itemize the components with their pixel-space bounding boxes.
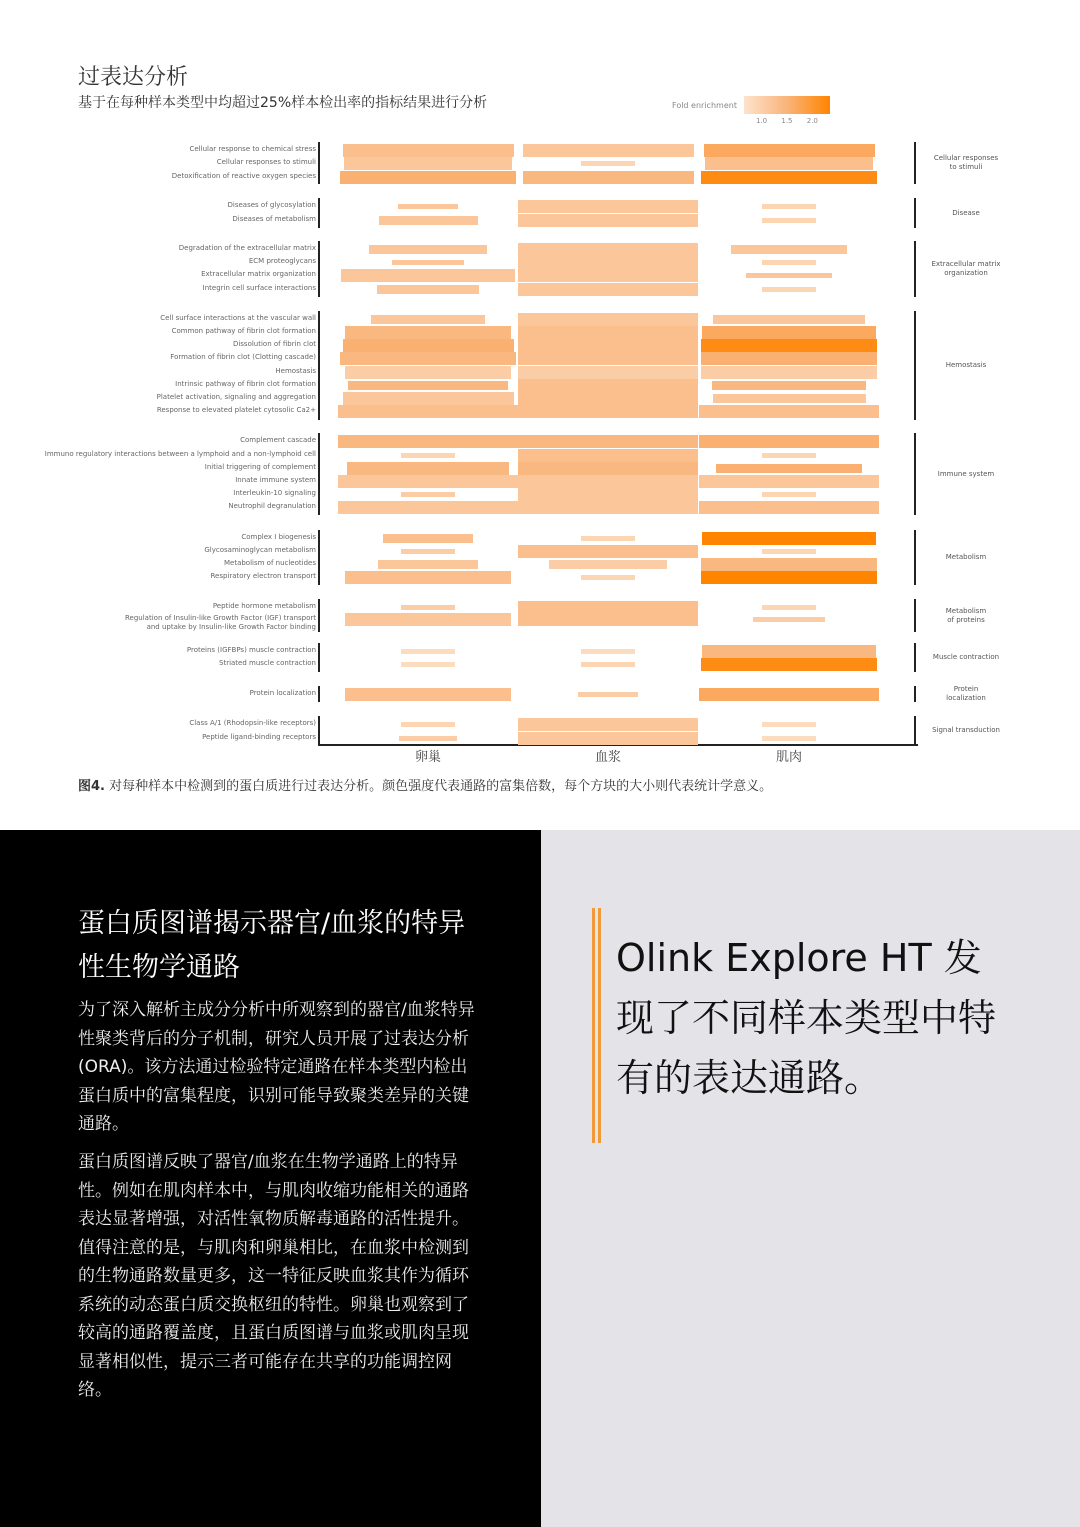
group-bracket-right — [914, 142, 916, 184]
pathway-group-label: Protein localization — [946, 685, 986, 702]
group-bracket-left — [318, 311, 320, 420]
pathway-label: Cell surface interactions at the vascular wall — [160, 314, 316, 322]
heatmap-cell — [343, 392, 514, 405]
heatmap-cell — [345, 366, 511, 379]
pathway-label: Respiratory electron transport — [210, 572, 316, 580]
quote-accent-line — [592, 908, 595, 1143]
heatmap-cell — [518, 449, 698, 462]
heatmap-cell — [713, 315, 864, 324]
group-bracket-left — [318, 686, 320, 702]
heatmap-cell — [712, 381, 867, 390]
group-bracket-left — [318, 142, 320, 184]
heatmap-cell — [518, 256, 698, 269]
article-paragraph-2: 蛋白质图谱反映了器官/血浆在生物学通路上的特异性。例如在肌肉样本中，与肌肉收缩功能相关的通路表达显著增强，对活性氧物质解毒通路的活性提升。值得注意的是，与肌肉和卵巢相比，在血浆中检测到的生物通路数量更多，这一特征反映血浆其作为循环系统的动态蛋白质交换枢纽的特性。卵巢也观察到了较高的通路覆盖度，且蛋白质图谱与血浆或肌肉呈现显著相似性，提示三者可能存在共享的功能调控网络。 — [78, 1152, 469, 1400]
heatmap-cell — [392, 260, 464, 265]
pathway-label: Platelet activation, signaling and aggregation — [156, 393, 316, 401]
pathway-label: Metabolism of nucleotides — [223, 559, 316, 567]
heatmap-cell — [369, 245, 488, 254]
pathway-group-label: Immune system — [937, 469, 995, 478]
group-bracket-left — [318, 716, 320, 745]
heatmap-cell — [518, 379, 698, 392]
pullquote-text: Olink Explore HT 发现了不同样本类型中特有的表达通路。 — [616, 936, 997, 1100]
heatmap-cell — [377, 285, 480, 294]
heatmap-cell — [705, 157, 872, 170]
pathway-label: Dissolution of fibrin clot — [232, 340, 316, 348]
heatmap-cell — [762, 204, 816, 209]
heatmap-cell — [338, 475, 518, 488]
heatmap-cell — [343, 144, 514, 157]
heatmap-cell — [344, 157, 511, 170]
heatmap-cell — [401, 649, 455, 654]
figure-title: 过表达分析 — [78, 65, 189, 90]
pathway-label: Complex I biogenesis — [241, 533, 316, 541]
heatmap-cell — [518, 392, 698, 405]
heatmap-cell — [762, 260, 816, 265]
pathway-label: Hemostasis — [275, 367, 316, 375]
heatmap-cell — [401, 662, 455, 667]
heatmap-cell — [518, 200, 698, 213]
pullquote-panel — [541, 830, 1080, 1527]
group-bracket-right — [914, 643, 916, 672]
heatmap-cell — [702, 645, 877, 658]
heatmap-cell — [371, 315, 484, 324]
heatmap-cell — [518, 718, 698, 731]
heatmap-cell — [345, 613, 511, 626]
heatmap-cell — [762, 736, 816, 741]
pathway-label: Diseases of metabolism — [232, 215, 316, 223]
heatmap-cell — [379, 216, 478, 225]
heatmap-cell — [401, 453, 455, 458]
pathway-group-label: Signal transduction — [932, 726, 1000, 734]
heatmap-cell — [518, 339, 698, 352]
group-bracket-right — [914, 599, 916, 632]
heatmap-cell — [401, 549, 455, 554]
heatmap-cell — [378, 560, 479, 569]
heatmap-cell — [578, 692, 637, 697]
pathway-label: Peptide ligand-binding receptors — [202, 733, 316, 741]
pathway-label: Intrinsic pathway of fibrin clot formation — [175, 380, 316, 388]
pathway-label: Detoxification of reactive oxygen species — [171, 172, 316, 180]
pathway-group-label: Metabolism of proteins — [945, 606, 987, 624]
heatmap-cell — [518, 313, 698, 326]
pathway-label: Peptide hormone metabolism — [212, 602, 316, 610]
heatmap-cell — [340, 352, 516, 365]
heatmap-cell — [347, 462, 509, 475]
group-bracket-right — [914, 241, 916, 297]
heatmap-cell — [518, 326, 698, 339]
heatmap-cell — [518, 366, 698, 379]
figure-caption — [78, 775, 772, 794]
heatmap-cell — [713, 394, 866, 403]
heatmap-cell — [699, 405, 879, 418]
pathway-group-label: Extracellular matrix organization — [931, 260, 1001, 277]
pathway-group-label: Cellular responses to stimuli — [933, 154, 999, 171]
group-bracket-left — [318, 198, 320, 228]
group-bracket-right — [914, 530, 916, 585]
heatmap-cell — [401, 605, 455, 610]
group-bracket-left — [318, 433, 320, 515]
pathway-label: Protein localization — [249, 689, 316, 697]
pathway-label: Proteins (IGFBPs) muscle contraction — [186, 646, 316, 654]
heatmap-cell — [518, 501, 698, 514]
heatmap-cell — [704, 144, 875, 157]
pathway-label: Diseases of glycosylation — [227, 201, 316, 209]
x-axis-category-label: 血浆 — [594, 750, 621, 765]
legend-tick: 1.5 — [781, 117, 793, 125]
pathway-label: Regulation of Insulin-like Growth Factor (IGF) transport — [125, 614, 316, 622]
pathway-label: Innate immune system — [235, 476, 316, 484]
heatmap-cell — [581, 649, 635, 654]
pathway-label: Common pathway of fibrin clot formation — [171, 327, 316, 335]
heatmap-cell — [701, 658, 877, 671]
heatmap-cell — [753, 617, 825, 622]
heatmap-cell — [518, 283, 698, 296]
pathway-label: Extracellular matrix organization — [201, 270, 316, 278]
pathway-label: Initial triggering of complement — [204, 463, 316, 471]
heatmap-cell — [762, 549, 816, 554]
heatmap-cell — [348, 381, 508, 390]
caption-prefix: 图4. — [78, 779, 105, 794]
heatmap-cell — [518, 214, 698, 227]
heatmap-cell — [701, 339, 877, 352]
heatmap-cell — [345, 326, 511, 339]
heatmap-cell — [518, 545, 698, 558]
x-axis-category-label: 肌肉 — [775, 750, 802, 765]
pathway-label: Glycosaminoglycan metabolism — [204, 546, 316, 554]
heatmap-cell — [581, 536, 635, 541]
heatmap-cell — [581, 575, 635, 580]
pathway-label: Cellular response to chemical stress — [189, 145, 316, 153]
heatmap-cell — [701, 571, 877, 584]
heatmap-cell — [699, 435, 879, 448]
heatmap-cell — [343, 339, 514, 352]
heatmap-cell — [701, 352, 877, 365]
pathway-label: Integrin cell surface interactions — [202, 284, 316, 292]
pathway-group-label: Muscle contraction — [932, 653, 1000, 661]
heatmap-cell — [581, 662, 635, 667]
article-panel — [0, 830, 541, 1527]
group-bracket-right — [914, 198, 916, 228]
group-bracket-left — [318, 599, 320, 632]
pathway-label: Formation of fibrin clot (Clotting cascade) — [170, 353, 316, 361]
heatmap-cell — [518, 613, 698, 626]
heatmap-cell — [345, 571, 511, 584]
pathway-label: Interleukin-10 signaling — [233, 489, 316, 497]
pathway-label: and uptake by Insulin-like Growth Factor binding — [146, 623, 316, 631]
heatmap-cell — [762, 453, 816, 458]
article-heading: 蛋白质图谱揭示器官/血浆的特异性生物学通路 — [78, 908, 466, 983]
heatmap-cell — [338, 435, 518, 448]
pathway-label: Cellular responses to stimuli — [216, 158, 316, 166]
heatmap-cell — [746, 273, 832, 278]
group-bracket-right — [914, 311, 916, 420]
pathway-label: Complement cascade — [240, 436, 316, 444]
group-bracket-left — [318, 241, 320, 297]
heatmap-cell — [762, 722, 816, 727]
heatmap-cell — [581, 161, 635, 166]
heatmap-cell — [338, 501, 518, 514]
heatmap-cell — [399, 736, 457, 741]
heatmap-cell — [518, 435, 698, 448]
pathway-group-label: Hemostasis — [945, 361, 987, 369]
heatmap-cell — [549, 560, 668, 569]
pathway-label: Class A/1 (Rhodopsin-like receptors) — [189, 719, 316, 727]
heatmap-cell — [701, 366, 877, 379]
heatmap-cell — [762, 492, 816, 497]
heatmap-cell — [341, 269, 516, 282]
heatmap-cell — [701, 558, 877, 571]
pathway-label: Immuno regulatory interactions between a lymphoid and a non-lymphoid cell — [44, 450, 316, 458]
group-bracket-left — [318, 530, 320, 585]
legend-tick: 2.0 — [806, 117, 818, 125]
heatmap-cell — [523, 171, 694, 184]
heatmap-cell — [701, 171, 877, 184]
group-bracket-left — [318, 643, 320, 672]
heatmap-cell — [702, 532, 877, 545]
pathway-label: ECM proteoglycans — [248, 257, 316, 265]
pathway-label: Neutrophil degranulation — [228, 502, 316, 510]
heatmap-cell — [518, 405, 698, 418]
pathway-label: Striated muscle contraction — [219, 659, 316, 667]
legend-tick: 1.0 — [756, 117, 768, 125]
heatmap-cell — [518, 243, 698, 256]
heatmap-cell — [518, 352, 698, 365]
legend-label: Fold enrichment — [672, 101, 737, 110]
heatmap-cell — [383, 534, 473, 543]
heatmap-cell — [518, 269, 698, 282]
heatmap-cell — [398, 204, 457, 209]
heatmap-cell — [518, 732, 698, 745]
heatmap-cell — [401, 722, 455, 727]
heatmap-cell — [518, 462, 698, 475]
group-bracket-right — [914, 433, 916, 515]
heatmap-cell — [518, 488, 698, 501]
heatmap-cell — [401, 492, 455, 497]
quote-accent-line — [598, 908, 601, 1143]
heatmap-cell — [702, 326, 877, 339]
heatmap-cell — [762, 287, 816, 292]
heatmap-cell — [699, 475, 879, 488]
heatmap-cell — [762, 218, 816, 223]
heatmap-cell — [338, 405, 518, 418]
heatmap-cell — [731, 245, 846, 254]
heatmap-cell — [523, 144, 694, 157]
heatmap-cell — [518, 475, 698, 488]
figure-subtitle: 基于在每种样本类型中均超过25%样本检出率的指标结果进行分析 — [78, 95, 488, 111]
pathway-group-label: Metabolism — [945, 553, 987, 561]
pathway-group-label: Disease — [952, 208, 980, 217]
group-bracket-right — [914, 716, 916, 745]
heatmap-cell — [699, 688, 879, 701]
group-bracket-right — [914, 686, 916, 702]
x-axis-category-label: 卵巢 — [414, 750, 441, 765]
heatmap-cell — [340, 171, 516, 184]
heatmap-cell — [762, 605, 816, 610]
article-paragraph-1: 为了深入解析主成分分析中所观察到的器官/血浆特异性聚类背后的分子机制，研究人员开展了过表达分析(ORA)。该方法通过检验特定通路在样本类型内检出蛋白质中的富集程度，识别可能导致聚类差异的关键通路。 — [78, 1000, 475, 1134]
caption-text: 对每种样本中检测到的蛋白质进行过表达分析。颜色强度代表通路的富集倍数，每个方块的大小则代表统计学意义。 — [104, 779, 773, 794]
heatmap-cell — [716, 464, 862, 473]
heatmap-cell — [345, 688, 511, 701]
heatmap-cell — [699, 501, 879, 514]
pathway-label: Response to elevated platelet cytosolic Ca2+ — [156, 406, 316, 414]
pathway-label: Degradation of the extracellular matrix — [178, 244, 316, 252]
